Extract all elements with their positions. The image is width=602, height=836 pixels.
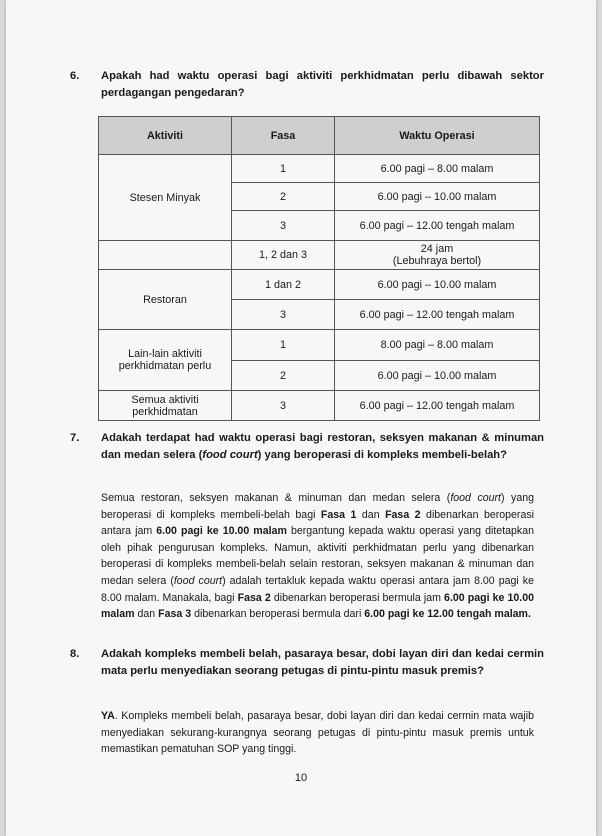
answer-bold: Fasa 2 [237, 591, 271, 604]
operating-hours-table [98, 116, 540, 421]
waktu-cell: 6.00 pagi – 8.00 malam [335, 155, 540, 183]
aktiviti-line-1: Semua aktiviti [131, 393, 199, 406]
question-8 [70, 646, 544, 698]
question-text-part: Adakah terdapat had waktu operasi bagi restoran, seksyen makanan & minuman dan medan selera ( [101, 432, 544, 461]
header-fasa: Fasa [232, 117, 335, 155]
table-row [99, 391, 540, 421]
answer-text: dan [356, 508, 386, 521]
aktiviti-line-1: Lain-lain aktiviti [128, 348, 202, 360]
waktu-cell: 6.00 pagi – 10.00 malam [335, 361, 540, 391]
answer-text: dan [134, 608, 159, 621]
fasa-cell: 1 [232, 155, 335, 183]
answer-bold: YA [101, 710, 115, 722]
waktu-cell: 6.00 pagi – 12.00 tengah malam [335, 300, 540, 330]
question-number: 7. [70, 432, 80, 444]
fasa-cell: 3 [232, 391, 335, 421]
question-number: 8. [70, 648, 80, 660]
fasa-cell: 1 dan 2 [232, 270, 335, 300]
waktu-line-2: (Lebuhraya bertol) [392, 255, 482, 267]
empty-cell [99, 241, 232, 270]
waktu-cell: 8.00 pagi – 8.00 malam [335, 330, 540, 361]
answer-bold: Fasa 3 [158, 608, 192, 621]
answer-bold: Fasa 2 [385, 508, 421, 521]
answer-8 [101, 708, 534, 758]
question-6 [70, 68, 544, 104]
fasa-cell: 1 [232, 330, 335, 361]
waktu-cell: 6.00 pagi – 10.00 malam [335, 183, 540, 211]
page-number: 10 [294, 772, 308, 784]
answer-text: dibenarkan beroperasi antara jam [101, 508, 534, 538]
question-text-italic: food court [202, 449, 258, 461]
answer-italic: food court [173, 574, 223, 587]
aktiviti-line-2: perkhidmatan perlu [118, 360, 212, 372]
table-row [99, 330, 540, 361]
header-aktiviti: Aktiviti [99, 117, 232, 155]
waktu-line-1: 24 jam [420, 243, 454, 255]
answer-text: Semua restoran, seksyen makanan & minuman dan medan selera ( [101, 492, 451, 504]
waktu-cell: 6.00 pagi – 12.00 tengah malam [335, 211, 540, 241]
fasa-cell: 2 [232, 183, 335, 211]
answer-bold: 6.00 pagi ke 10.00 malam [101, 591, 535, 621]
question-text-part: ) yang beroperasi di kompleks membeli-belah? [257, 449, 507, 461]
aktiviti-line-2: perkhidmatan [132, 405, 198, 418]
fasa-cell: 3 [232, 211, 335, 241]
aktiviti-restoran: Restoran [99, 270, 232, 330]
aktiviti-lain-lain [99, 330, 232, 391]
waktu-cell: 6.00 pagi – 10.00 malam [335, 270, 540, 300]
answer-bold: 6.00 pagi ke 12.00 tengah malam. [364, 608, 531, 621]
answer-bold: 6.00 pagi ke 10.00 malam [156, 525, 287, 538]
waktu-cell: 6.00 pagi – 12.00 tengah malam [335, 391, 540, 421]
table-header-row [99, 117, 540, 155]
question-text [101, 430, 544, 464]
header-waktu-operasi: Waktu Operasi [335, 117, 540, 155]
question-7 [70, 430, 544, 482]
aktiviti-semua [99, 391, 232, 421]
waktu-cell [335, 241, 540, 270]
question-text: Adakah kompleks membeli belah, pasaraya besar, dobi layan diri dan kedai cermin mata perlu menyediakan seorang petugas di pintu-pintu masuk premis? [101, 648, 544, 677]
fasa-cell: 2 [232, 361, 335, 391]
answer-text: dibenarkan beroperasi bermula dari [191, 608, 365, 621]
answer-text: ) yang beroperasi di kompleks membeli-belah bagi [101, 492, 534, 521]
answer-text: dibenarkan beroperasi bermula jam [270, 591, 445, 604]
fasa-cell: 3 [232, 300, 335, 330]
table-row [99, 155, 540, 183]
answer-text: bergantung kepada waktu operasi yang ditetapkan oleh pihak pengurusan kompleks. Namun, aktiviti perkhidmatan perlu yang dibenarkan beroperasi di kompleks membeli-belah selain restoran, seksyen makanan & minuman dan medan selera ( [101, 525, 535, 587]
question-text: Apakah had waktu operasi bagi aktiviti perkhidmatan perlu dibawah sektor perdagangan pengedaran? [101, 70, 544, 99]
answer-text: . Kompleks membeli belah, pasaraya besar, dobi layan diri dan kedai cermin mata wajib menyediakan sekurang-kurangnya seorang petugas di pintu-pintu masuk premis untuk memastikan pematuhan SOP yang tinggi. [101, 710, 534, 756]
answer-7 [101, 490, 534, 623]
document-page [6, 0, 596, 836]
table-row [99, 241, 540, 270]
answer-text: ) adalah tertakluk kepada waktu operasi antara jam 8.00 pagi ke 8.00 malam. Manakala, bagi [101, 574, 534, 604]
fasa-cell: 1, 2 dan 3 [232, 241, 335, 270]
answer-italic: food court [450, 492, 501, 504]
question-number: 6. [70, 70, 80, 82]
answer-bold: Fasa 1 [320, 508, 357, 521]
aktiviti-stesen-minyak: Stesen Minyak [99, 155, 232, 241]
table-row [99, 270, 540, 300]
